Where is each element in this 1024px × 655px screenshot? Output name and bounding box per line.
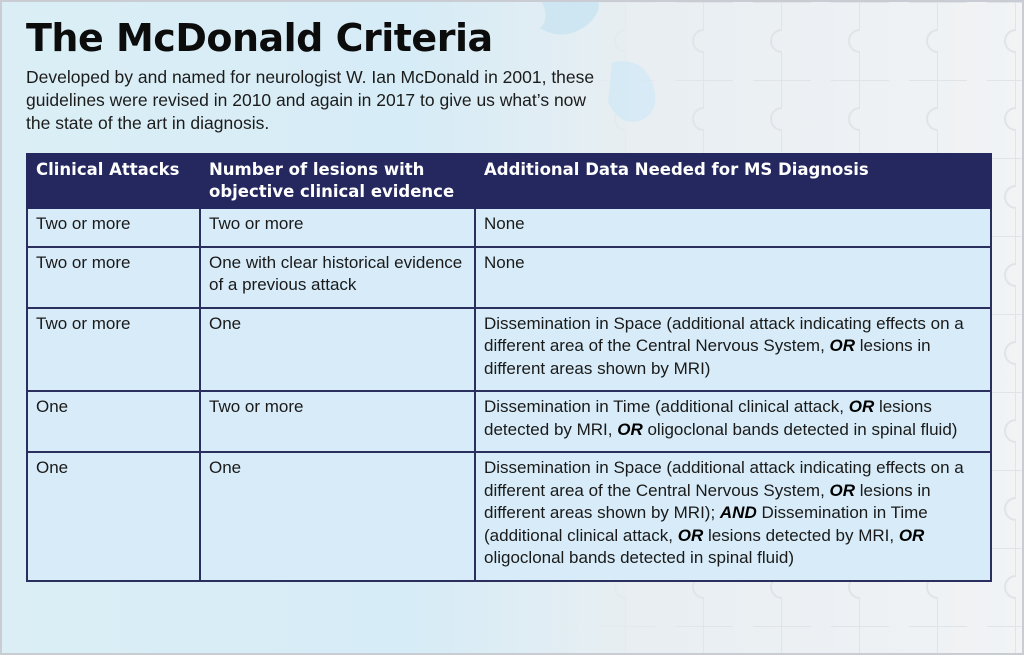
text-segment: lesions detected by MRI,	[484, 397, 932, 439]
table-row	[27, 247, 991, 308]
text-segment: Dissemination in Time (additional clinical attack,	[484, 397, 849, 416]
cell-clinical-attacks: Two or more	[27, 208, 200, 247]
header-lesions: Number of lesions with objective clinical evidence	[200, 154, 475, 208]
text-segment: None	[484, 214, 525, 233]
keyword-text: OR	[829, 480, 856, 500]
cell-additional-data	[475, 452, 991, 581]
cell-lesions: One	[200, 308, 475, 392]
text-segment: Dissemination in Space (additional attack indicating effects on a different area of the Central Nervous System,	[484, 458, 964, 500]
cell-clinical-attacks: One	[27, 391, 200, 452]
text-segment: oligoclonal bands detected in spinal fluid)	[642, 419, 958, 439]
table-row	[27, 391, 991, 452]
cell-lesions: Two or more	[200, 208, 475, 247]
table-row	[27, 452, 991, 581]
cell-additional-data	[475, 208, 991, 247]
cell-clinical-attacks: Two or more	[27, 247, 200, 308]
page-title: The McDonald Criteria	[26, 16, 493, 60]
text-segment: Dissemination in Time (additional clinical attack,	[484, 503, 928, 545]
text-segment: None	[484, 252, 525, 272]
keyword-text: OR	[829, 336, 856, 355]
text-segment: Dissemination in Space (additional attack indicating effects on a different area of the Central Nervous System,	[484, 313, 964, 355]
cell-clinical-attacks: One	[27, 452, 200, 581]
table-row	[27, 208, 991, 247]
text-segment: lesions in different areas shown by MRI);	[484, 480, 931, 522]
keyword-text: OR	[677, 525, 704, 545]
cell-lesions: One	[200, 452, 475, 581]
cell-additional-data	[475, 391, 991, 452]
cell-lesions: Two or more	[200, 391, 475, 452]
text-segment: lesions in different areas shown by MRI)	[484, 336, 931, 378]
header-additional-data: Additional Data Needed for MS Diagnosis	[475, 154, 991, 208]
cell-clinical-attacks: Two or more	[27, 308, 200, 392]
keyword-text: AND	[719, 503, 757, 522]
header-clinical-attacks: Clinical Attacks	[27, 154, 200, 208]
table-header-row	[27, 154, 991, 208]
cell-additional-data	[475, 308, 991, 392]
cell-additional-data	[475, 247, 991, 308]
text-segment: lesions detected by MRI,	[703, 525, 899, 545]
table-row	[27, 308, 991, 392]
text-segment: oligoclonal bands detected in spinal fluid)	[484, 548, 794, 567]
cell-lesions: One with clear historical evidence of a previous attack	[200, 247, 475, 308]
keyword-text: OR	[898, 525, 925, 545]
keyword-text: OR	[617, 419, 643, 439]
criteria-table	[26, 153, 992, 582]
intro-paragraph: Developed by and named for neurologist W. Ian McDonald in 2001, these guidelines were revised in 2010 and again in 2017 to give us what’s now the state of the art in diagnosis.	[26, 67, 595, 133]
keyword-text: OR	[848, 397, 875, 416]
